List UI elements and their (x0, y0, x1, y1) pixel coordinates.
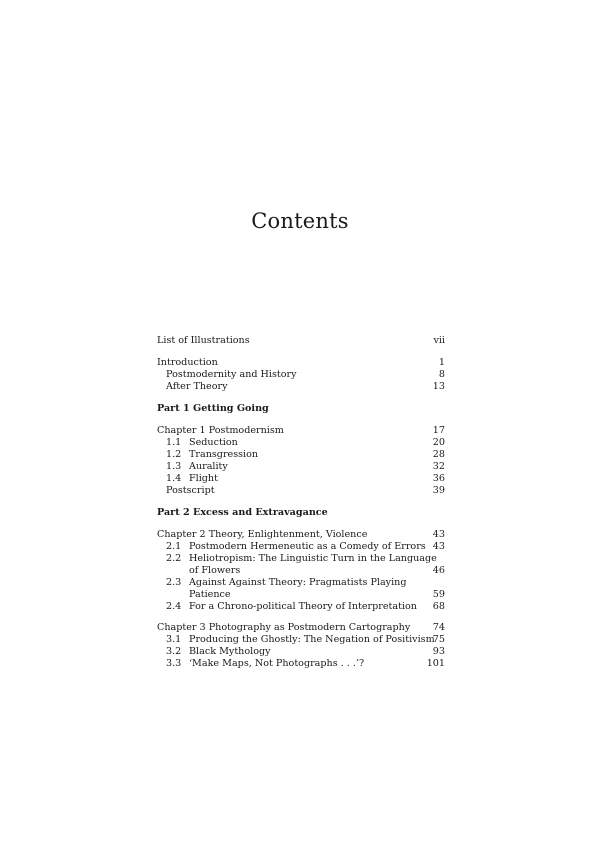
toc-entry-section (157, 449, 445, 461)
toc-part-heading-1 (157, 403, 445, 415)
toc-page-number: 46 (432, 565, 445, 576)
toc-entry-continuation (157, 565, 445, 577)
toc-page-number: 17 (432, 425, 445, 436)
toc-page-number: 1 (438, 357, 445, 368)
toc-section-number: 1.3 (166, 461, 182, 472)
toc-page-number: vii (433, 335, 445, 346)
toc-section-number: 2.4 (166, 601, 182, 612)
toc-entry-label: Heliotropism: The Linguistic Turn in the Language (189, 553, 437, 564)
toc-entry-section (157, 658, 445, 670)
toc-entry-label: Against Against Theory: Pragmatists Playing (189, 577, 407, 588)
toc-entry-section (157, 601, 445, 613)
toc-page-number: 39 (432, 485, 445, 496)
toc-section-number: 3.1 (166, 634, 182, 645)
toc-entry-label: Introduction (157, 357, 218, 368)
toc-page-number: 59 (432, 589, 445, 600)
toc-entry-section (157, 577, 445, 589)
toc-entry-label: Postmodernity and History (166, 369, 297, 380)
toc-entry-label: Transgression (189, 449, 259, 460)
toc-section-number: 1.1 (166, 437, 182, 448)
toc-part-heading-2 (157, 507, 445, 519)
toc-entry-list-of-illustrations (157, 335, 445, 347)
toc-page-number: 75 (432, 634, 445, 645)
toc-section-number: 3.2 (166, 646, 182, 657)
toc-page-number: 32 (432, 461, 445, 472)
toc-page-number: 20 (432, 437, 445, 448)
toc-entry-label: Aurality (189, 461, 228, 472)
toc-entry-label: Chapter 1 Postmodernism (157, 425, 284, 436)
toc-entry-continuation (157, 589, 445, 601)
page-title: Contents (251, 209, 349, 233)
toc-entry-label: Producing the Ghostly: The Negation of Positivism (189, 634, 435, 645)
toc-entry-chapter-1 (157, 425, 445, 437)
toc-entry-introduction (157, 357, 445, 369)
toc-entry-section (157, 541, 445, 553)
toc-entry-section (157, 473, 445, 485)
toc-entry-postmodernity-and-history (157, 369, 445, 381)
toc-entry-section (157, 437, 445, 449)
toc-entry-label: Flight (189, 473, 218, 484)
toc-section-number: 2.2 (166, 553, 182, 564)
toc-section-number: 1.2 (166, 449, 182, 460)
toc-page-number: 13 (432, 381, 445, 392)
toc-page-number: 43 (432, 529, 445, 540)
toc-entry-label: Postscript (166, 485, 215, 496)
toc-entry-label: of Flowers (189, 565, 241, 576)
toc-entry-label: Chapter 2 Theory, Enlightenment, Violence (157, 529, 368, 540)
toc-entry-postscript (157, 485, 445, 497)
toc-page-number: 68 (432, 601, 445, 612)
toc-section-number: 2.1 (166, 541, 182, 552)
toc-entry-label: Patience (189, 589, 231, 600)
toc-page-number: 93 (432, 646, 445, 657)
toc-section-number: 3.3 (166, 658, 182, 669)
toc-entry-label: For a Chrono-political Theory of Interpretation (189, 601, 417, 612)
toc-section-number: 2.3 (166, 577, 182, 588)
toc-entry-chapter-2 (157, 529, 445, 541)
toc-page-number: 43 (432, 541, 445, 552)
toc-entry-label: Black Mythology (189, 646, 271, 657)
table-of-contents (157, 335, 445, 670)
toc-entry-section (157, 461, 445, 473)
toc-page-number: 74 (432, 622, 445, 633)
toc-part-label: Part 1 Getting Going (157, 403, 269, 414)
toc-entry-section (157, 646, 445, 658)
toc-section-number: 1.4 (166, 473, 182, 484)
toc-page-number: 36 (432, 473, 445, 484)
toc-page-number: 101 (426, 658, 445, 669)
toc-entry-label: After Theory (166, 381, 228, 392)
toc-entry-section (157, 553, 445, 565)
toc-entry-label: List of Illustrations (157, 335, 250, 346)
toc-entry-after-theory (157, 381, 445, 393)
toc-entry-label: ‘Make Maps, Not Photographs . . .’? (189, 658, 365, 669)
toc-entry-label: Chapter 3 Photography as Postmodern Cartography (157, 622, 411, 633)
toc-entry-section (157, 634, 445, 646)
toc-entry-chapter-3 (157, 622, 445, 634)
toc-page-number: 8 (438, 369, 445, 380)
toc-part-label: Part 2 Excess and Extravagance (157, 507, 328, 518)
toc-entry-label: Postmodern Hermeneutic as a Comedy of Errors (189, 541, 426, 552)
toc-page-number: 28 (432, 449, 445, 460)
toc-entry-label: Seduction (189, 437, 238, 448)
